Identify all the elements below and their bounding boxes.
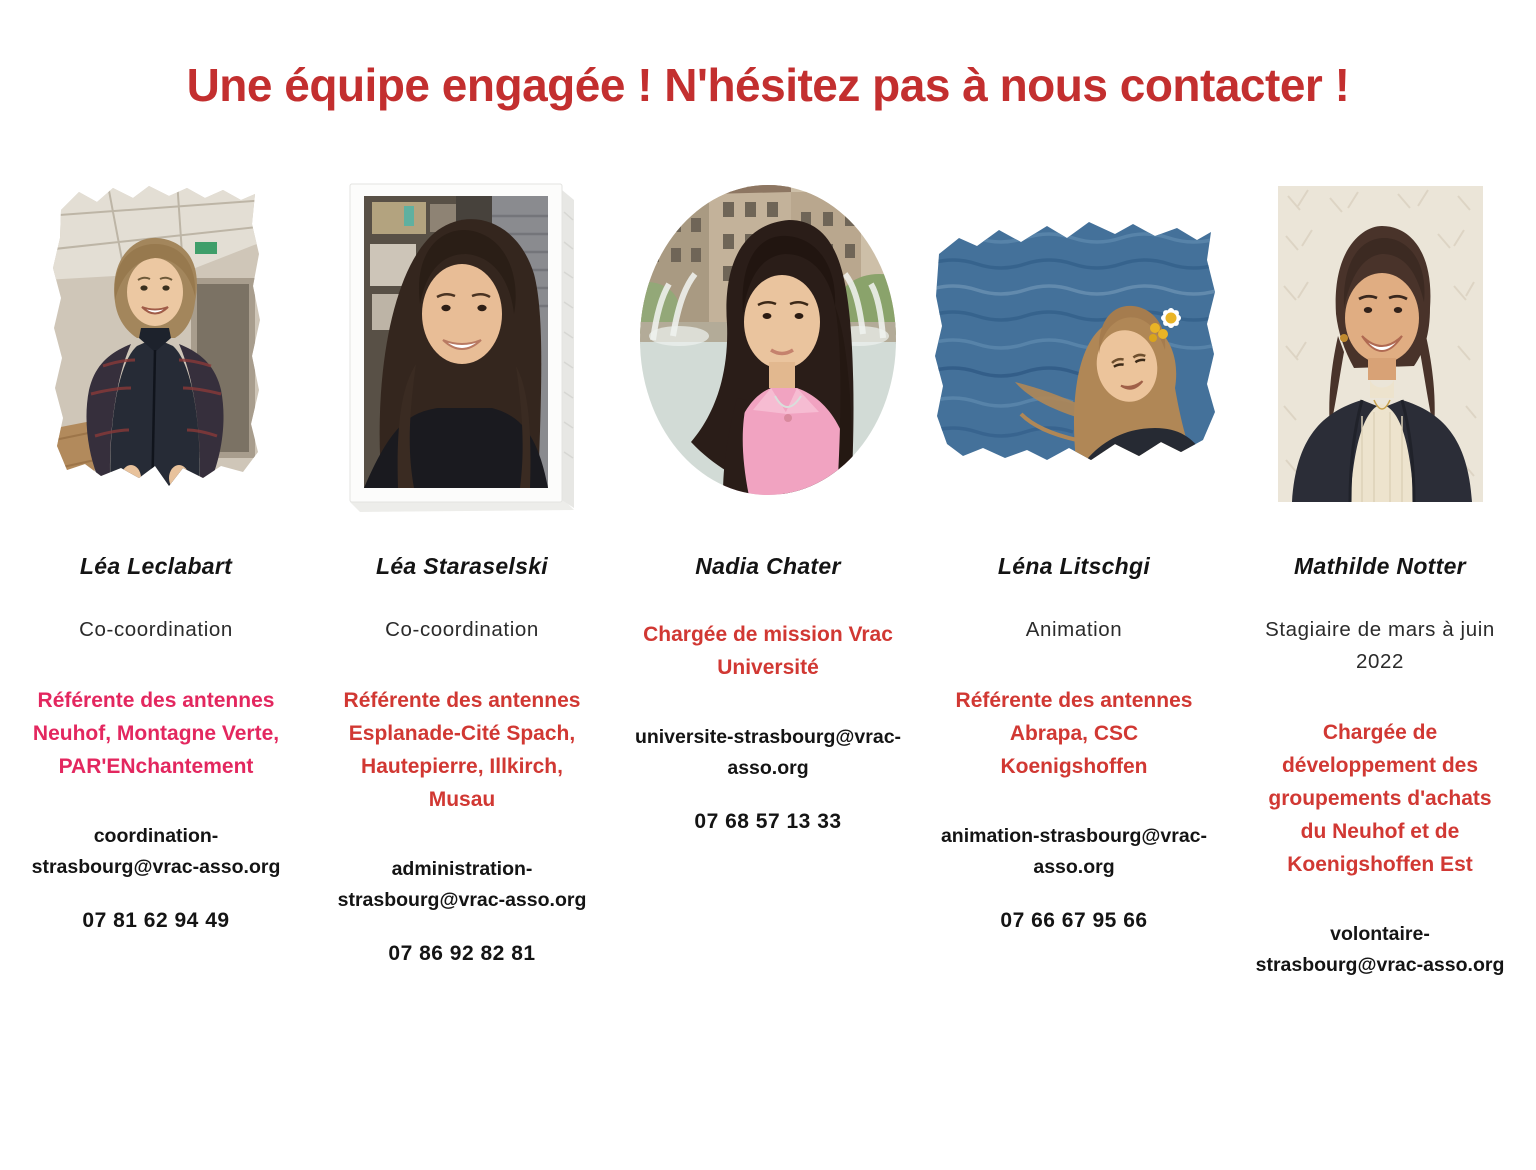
member-highlight: Chargée de mission Vrac Université — [643, 623, 893, 679]
torn-paper-office-portrait — [45, 180, 267, 502]
wall-portrait — [1278, 186, 1483, 502]
member-phone: 07 81 62 94 49 — [82, 909, 230, 932]
member-name: Léa Staraselski — [375, 553, 548, 579]
book-cover-selfie — [342, 182, 582, 516]
member-role: Stagiaire de mars à juin 2022 — [1265, 618, 1495, 673]
page-title: Une équipe engagée ! N'hésitez pas à nous contacter ! — [186, 59, 1350, 111]
member-photo — [3, 174, 309, 519]
team-member-card — [3, 174, 309, 981]
torn-paper-sea-portrait — [929, 212, 1219, 470]
member-photo — [921, 174, 1227, 519]
team-member-card — [309, 174, 615, 981]
member-photo — [615, 174, 921, 519]
member-email: volontaire- strasbourg@vrac-asso.org — [1255, 923, 1505, 976]
member-role: Co-coordination — [79, 618, 233, 641]
member-email: administration- strasbourg@vrac-asso.org — [337, 858, 587, 911]
member-name: Léna Litschgi — [997, 553, 1151, 579]
oval-fountain-portrait — [639, 184, 897, 496]
member-email: coordination- strasbourg@vrac-asso.org — [31, 825, 281, 878]
team-row — [0, 174, 1536, 981]
team-member-card — [615, 174, 921, 981]
member-highlight: Référente des antennes Neuhof, Montagne Verte, PAR'ENchantement — [32, 689, 280, 778]
team-member-card — [1227, 174, 1533, 981]
member-name: Léa Leclabart — [79, 553, 233, 579]
member-phone: 07 86 92 82 81 — [388, 942, 536, 965]
member-name: Nadia Chater — [695, 553, 841, 579]
member-name: Mathilde Notter — [1294, 553, 1466, 579]
member-role: Animation — [1025, 618, 1123, 641]
member-email: animation-strasbourg@vrac- asso.org — [940, 825, 1208, 878]
team-member-card — [921, 174, 1227, 981]
member-phone: 07 68 57 13 33 — [694, 810, 842, 833]
member-photo — [1227, 174, 1533, 519]
member-photo — [309, 174, 615, 519]
member-highlight: Chargée de développement des groupements d'achats du Neuhof et de Koenigshoffen Est — [1268, 721, 1492, 876]
member-highlight: Référente des antennes Esplanade-Cité Spach, Hautepierre, Illkirch, Musau — [343, 689, 581, 811]
member-highlight: Référente des antennes Abrapa, CSC Koenigshoffen — [955, 689, 1193, 778]
member-email: universite-strasbourg@vrac- asso.org — [634, 726, 902, 779]
member-role: Co-coordination — [385, 618, 539, 641]
member-phone: 07 66 67 95 66 — [1000, 909, 1148, 932]
